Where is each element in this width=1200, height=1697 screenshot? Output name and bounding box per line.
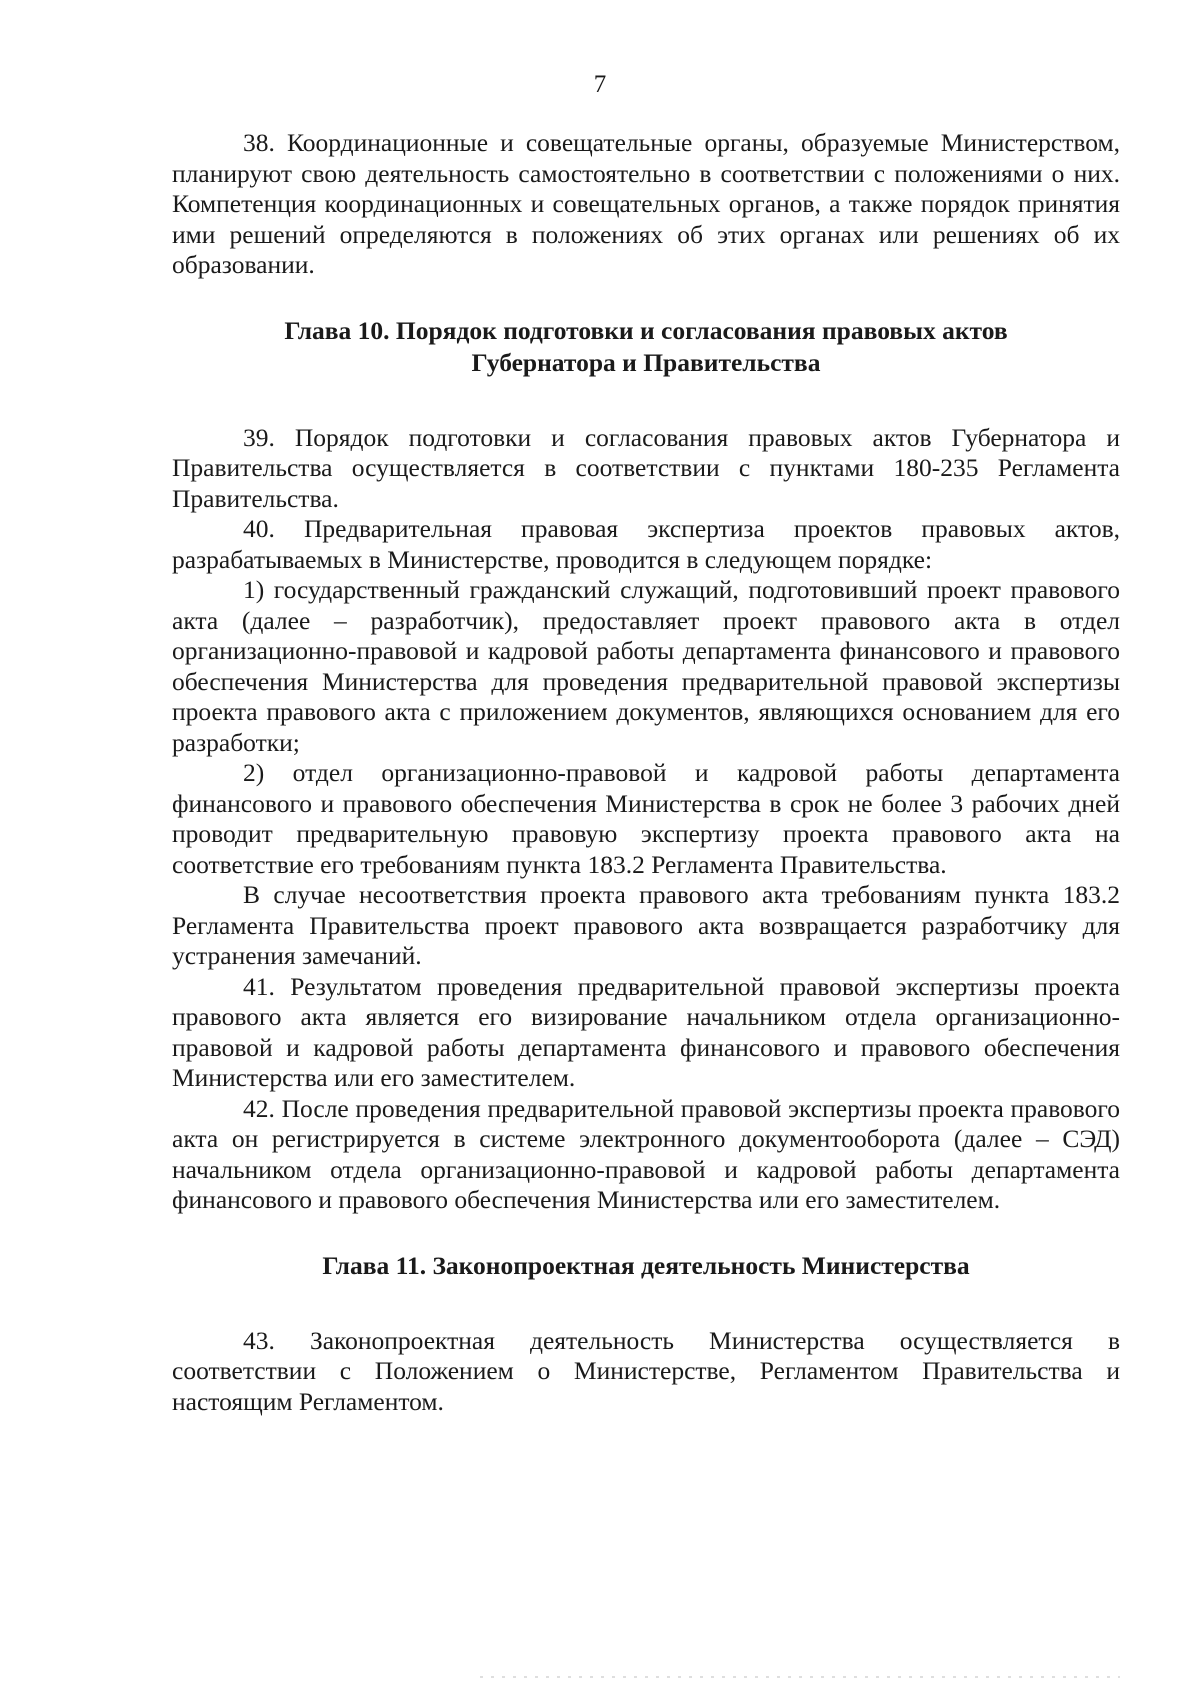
- document-body: [172, 128, 1120, 1417]
- paragraph-38: 38. Координационные и совещательные органы, образуемые Министерством, планируют свою деятельность самостоятельно в соответствии с положениями о них. Компетенция координационных и совещательных органов, а также порядок принятия ими решений определяются в положениях об этих органах или решениях об их образовании.: [172, 128, 1120, 279]
- paragraph-40-item-1: 1) государственный гражданский служащий, подготовивший проект правового акта (далее – разработчик), предоставляет проект правового акта в отдел организационно-правовой и кадровой работы департамента финансового и правового обеспечения Министерства для проведения предварительной правовой экспертизы проекта правового акта с приложением документов, являющихся основанием для его разработки;: [172, 575, 1120, 757]
- paragraph-43: 43. Законопроектная деятельность Министерства осуществляется в соответствии с Положением о Министерстве, Регламентом Правительства и настоящим Регламентом.: [172, 1325, 1120, 1416]
- scan-artifact: [480, 1676, 1120, 1678]
- chapter-10-heading-line-1: Глава 10. Порядок подготовки и согласования правовых актов: [284, 315, 1008, 345]
- paragraph-40-note: В случае несоответствия проекта правового акта требованиям пункта 183.2 Регламента Правительства проект правового акта возвращается разработчику для устранения замечаний.: [172, 880, 1120, 970]
- paragraph-39: 39. Порядок подготовки и согласования правовых актов Губернатора и Правительства осуществляется в соответствии с пунктами 180-235 Регламента Правительства.: [172, 422, 1120, 513]
- chapter-10-heading-line-2: Губернатора и Правительства: [471, 347, 821, 377]
- chapter-11-heading: Глава 11. Законопроектная деятельность Министерства: [322, 1250, 970, 1280]
- page-number: 7: [593, 71, 607, 98]
- paragraph-42: 42. После проведения предварительной правовой экспертизы проекта правового акта он регистрируется в системе электронного документооборота (далее – СЭД) начальником отдела организационно-правовой и кадровой работы департамента финансового и правового обеспечения Министерства или его заместителем.: [172, 1093, 1120, 1214]
- paragraph-40: 40. Предварительная правовая экспертиза проектов правовых актов, разрабатываемых в Министерстве, проводится в следующем порядке:: [172, 514, 1120, 574]
- paragraph-40-item-2: 2) отдел организационно-правовой и кадровой работы департамента финансового и правового обеспечения Министерства в срок не более 3 рабочих дней проводит предварительную правовую экспертизу проекта правового акта на соответствие его требованиям пункта 183.2 Регламента Правительства.: [172, 758, 1120, 879]
- paragraph-41: 41. Результатом проведения предварительной правовой экспертизы проекта правового акта является его визирование начальником отдела организационно-правовой и кадровой работы департамента финансового и правового обеспечения Министерства или его заместителем.: [172, 971, 1120, 1092]
- chapter-10-heading: [172, 315, 1120, 379]
